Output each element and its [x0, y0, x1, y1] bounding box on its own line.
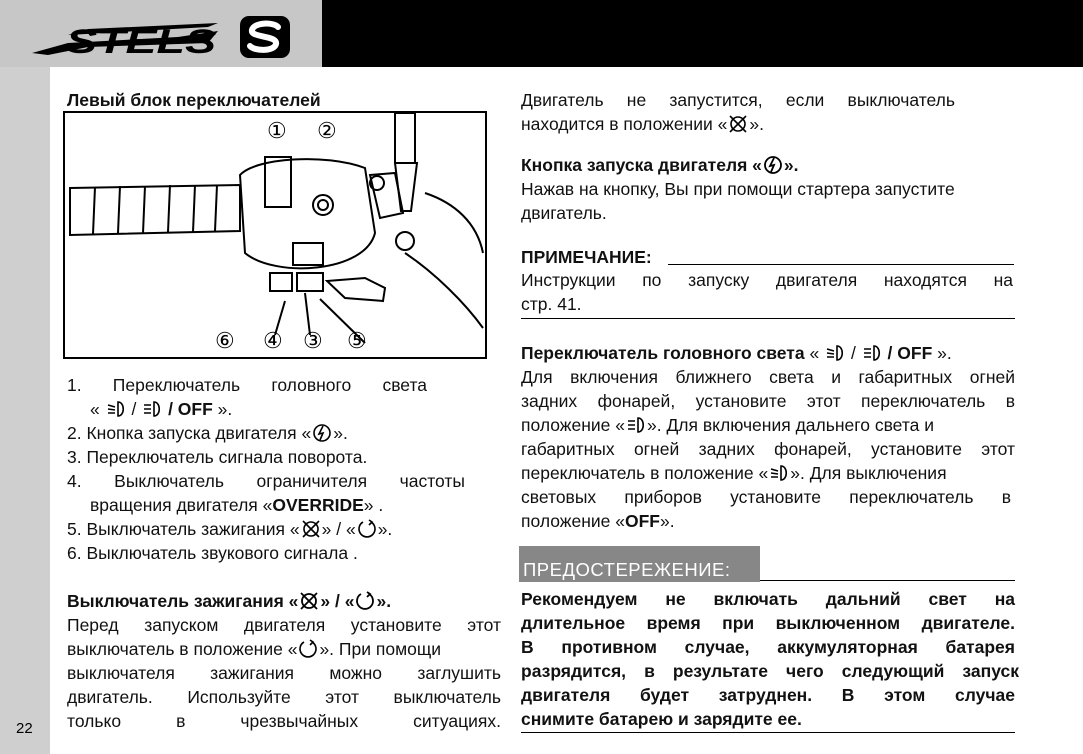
high-beam-icon — [861, 342, 883, 364]
low-beam-icon — [768, 462, 790, 484]
callout-4: ④ — [263, 328, 283, 353]
section-heading-left-switch-block: Левый блок переключателей — [67, 90, 321, 110]
starter-para-line1: Нажав на кнопку, Вы при помощи стартера запустите — [521, 179, 955, 199]
headlight-para-line4: габаритных огней задних фонарей, установите этот — [521, 439, 1015, 459]
engine-note-line2: находится в положении « ». — [521, 114, 764, 134]
list-item-6: 6. Выключатель звукового сигнала . — [67, 543, 358, 563]
header-bar — [322, 0, 1083, 67]
ignition-off-icon — [727, 113, 749, 135]
low-beam-icon — [105, 398, 127, 420]
ignition-on-icon — [356, 518, 378, 540]
warning-title: ПРЕДОСТЕРЕЖЕНИЕ: — [523, 559, 731, 580]
list-item-4: 4. Выключатель ограничителя частоты — [67, 471, 465, 491]
starter-heading: Кнопка запуска двигателя « ». — [521, 155, 799, 175]
list-item-2: 2. Кнопка запуска двигателя « ». — [67, 423, 348, 443]
callout-2: ② — [317, 118, 337, 143]
callout-3: ③ — [303, 328, 323, 353]
headlight-heading: Переключатель головного света « / / OFF ». — [521, 343, 952, 363]
headlight-para-line2: задних фонарей, установите этот переключатель в — [521, 391, 1015, 411]
headlight-para-line5: переключатель в положение « ». Для выключения — [521, 463, 947, 483]
page-number: 22 — [16, 720, 33, 737]
warning-line1: Рекомендуем не включать дальний свет на — [521, 589, 1015, 609]
switch-block-diagram — [63, 111, 487, 359]
warning-title-rule — [760, 580, 1015, 581]
callout-5: ⑤ — [347, 328, 367, 353]
list-item-1: 1. Переключатель головного света — [67, 375, 427, 395]
headlight-para-line3: положение « ». Для включения дальнего света и — [521, 415, 935, 435]
callout-6: ⑥ — [215, 328, 235, 353]
svg-text:STELS: STELS — [66, 23, 217, 61]
note-line1: Инструкции по запуску двигателя находятся на — [521, 270, 1013, 290]
high-beam-icon — [625, 414, 647, 436]
callout-1: ① — [267, 118, 287, 143]
warning-line4: разрядится, в результате чего следующий запуск — [521, 661, 1019, 681]
headlight-para-line6: световых приборов установите переключатель в — [521, 487, 1011, 507]
ignition-para-line3: выключателя зажигания можно заглушить — [67, 663, 501, 683]
warning-line3: В противном случае, аккумуляторная батарея — [521, 637, 1015, 657]
low-beam-icon — [824, 342, 846, 364]
starter-button-icon — [311, 422, 333, 444]
note-title: ПРИМЕЧАНИЕ: — [521, 247, 652, 267]
list-item-5: 5. Выключатель зажигания « » / « ». — [67, 519, 393, 539]
ignition-para-line2: выключатель в положение « ». При помощи — [67, 639, 442, 659]
list-item-3: 3. Переключатель сигнала поворота. — [67, 447, 368, 467]
list-item-1-cont: « / / OFF ». — [90, 399, 233, 419]
note-line2: стр. 41. — [521, 294, 582, 314]
warning-line6: снимите батарею и зарядите ее. — [521, 709, 802, 729]
ignition-off-icon — [300, 518, 322, 540]
ignition-off-icon — [298, 590, 320, 612]
starter-button-icon — [762, 154, 784, 176]
note-title-rule — [668, 264, 1014, 265]
ignition-heading: Выключатель зажигания « » / « ». — [67, 591, 392, 611]
warning-line5: двигателя будет затруднен. В этом случае — [521, 685, 1015, 705]
headlight-para-line7: положение «OFF». — [521, 511, 675, 531]
ignition-para-line5: только в чрезвычайных ситуациях. — [67, 711, 501, 731]
starter-para-line2: двигатель. — [521, 203, 607, 223]
ignition-para-line1: Перед запуском двигателя установите этот — [67, 615, 501, 635]
engine-note-line1: Двигатель не запустится, если выключатель — [521, 90, 955, 110]
ignition-on-icon — [297, 638, 319, 660]
page-sidebar — [0, 67, 50, 754]
list-item-4-cont: вращения двигателя «OVERRIDE» . — [90, 495, 384, 515]
ignition-para-line4: двигатель. Используйте этот выключатель — [67, 687, 501, 707]
ignition-on-icon — [354, 590, 376, 612]
high-beam-icon — [141, 398, 163, 420]
warning-bottom-rule — [521, 732, 1015, 733]
note-bottom-rule — [521, 318, 1015, 319]
headlight-para-line1: Для включения ближнего света и габаритных огней — [521, 367, 1015, 387]
stels-logo — [28, 13, 308, 61]
warning-line2: длительное время при выключенном двигателе. — [521, 613, 1015, 633]
